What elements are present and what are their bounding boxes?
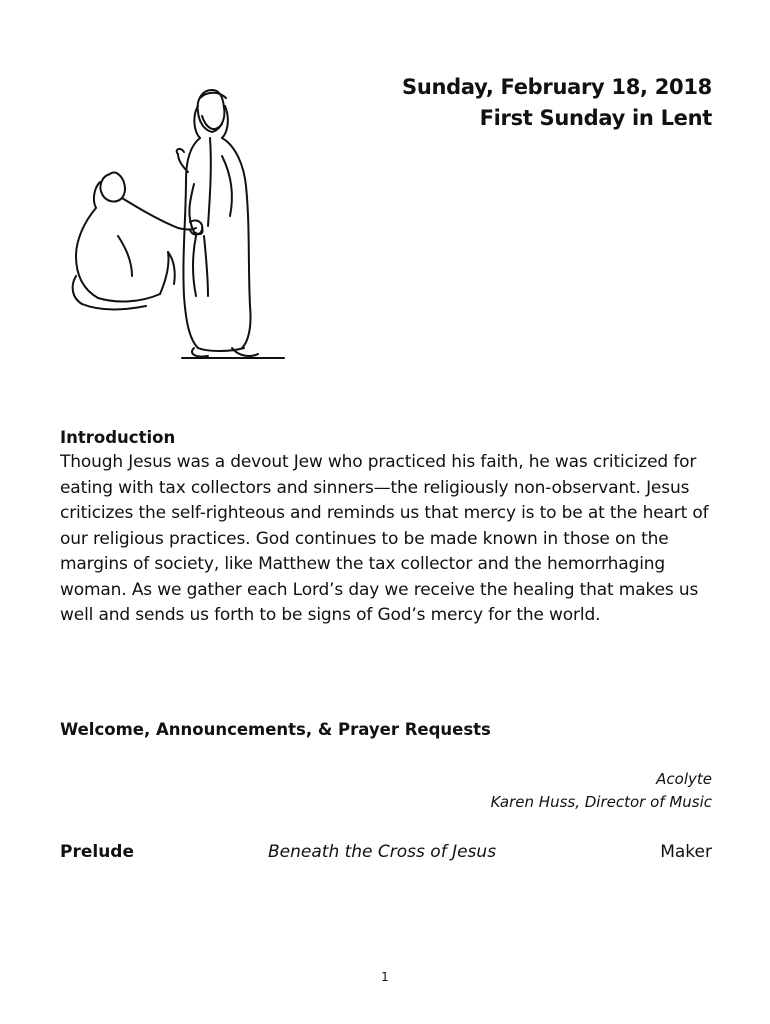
introduction-section: [60, 426, 720, 629]
service-roles: [491, 768, 712, 814]
service-header: [402, 72, 712, 134]
prelude-composer: Maker: [660, 842, 712, 862]
introduction-heading: Introduction: [60, 428, 176, 447]
prelude-row: [60, 839, 712, 865]
liturgical-occasion: First Sunday in Lent: [479, 106, 712, 130]
welcome-heading: Welcome, Announcements, & Prayer Requests: [60, 720, 491, 739]
page-number: 1: [381, 970, 389, 984]
service-date: Sunday, February 18, 2018: [402, 75, 712, 99]
acolyte-label: Acolyte: [656, 770, 712, 788]
prelude-label: Prelude: [60, 842, 135, 862]
introduction-body: Though Jesus was a devout Jew who practiced his faith, he was criticized for eating with tax collectors and sinners—the religiously non-observant. Jesus criticizes the self-righteous and reminds us that mercy is to be at the heart of our religious practices. God continues to be made known in those on the margins of society, like Matthew the tax collector and the hemorrhaging woman. As we gather each Lord’s day we receive the healing that makes us well and sends us forth to be signs of God’s mercy for the world.: [60, 452, 709, 625]
prelude-title: Beneath the Cross of Jesus: [268, 842, 497, 862]
music-director-label: Karen Huss, Director of Music: [490, 793, 712, 811]
jesus-healing-sketch-icon: [62, 76, 302, 366]
